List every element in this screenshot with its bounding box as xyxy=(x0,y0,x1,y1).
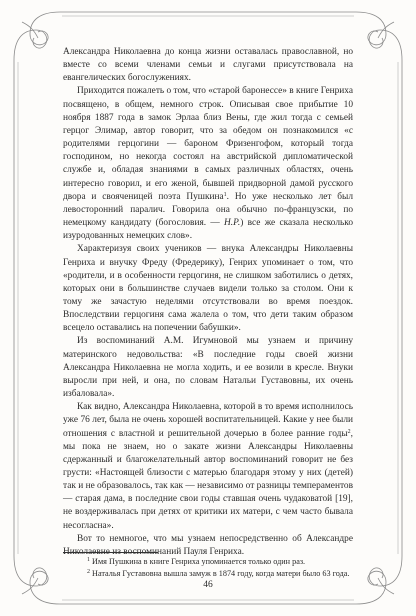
footnote: $^2$ Наталья Густавовна вышла замуж в 1874 году, когда матери было 63 года. xyxy=(87,568,350,578)
footnote-divider xyxy=(63,552,158,553)
footnotes xyxy=(63,556,358,579)
paragraph: Вот то немногое, что мы узнаем непосредственно об Александре Николаевне из воспоминаний Пауля Генриха. xyxy=(63,533,353,557)
paragraph: Как видно, Александра Николаевна, которой в то время исполнилось уже 76 лет, была не очень хорошей воспитательницей. Какие у нее были отношения с властной и решительной дочерью в более ранние годы$^2$, мы пока не знаем, но о закате жизни Александры Николаевны сдержанный и благожелательный автор воспоминаний говорит не без грусти: «Настоящей близости с матерью благодаря этому у них (детей) так и не образовалось, так как — независимо от разницы темпераментов — старая дама, в последние свои годы ставшая очень чудаковатой [19], не воздерживалась при детях от критики их матери, с чем часто бывала несогласна». xyxy=(63,402,353,531)
paragraph: Александра Николаевна до конца жизни оставалась православной, но вместе со всеми членами семьи и слугами присутствовала на евангелических богослужениях. xyxy=(63,47,353,84)
footnote-ref[interactable]: 2 xyxy=(347,428,351,435)
paragraph: Характеризуя своих учеников — внука Александры Николаевны Генриха и внучку Фреду (Фредерику), Генрих упоминает о том, что «родители, и в особенности герцогиня, не слишком заботились о детях, которых они в большинстве случаев видели только за столом. Они к тому же зачастую неделями отсутствовали во время поездок. Впоследствии герцогиня сама жалела о том, что дети таким образом всецело оставались на попечении бабушки». xyxy=(63,244,353,334)
paragraph: Приходится пожалеть о том, что «старой баронессе» в книге Генриха посвящено, в общем, немного строк. Описывая свое прибытие 10 ноября 1887 года в замок Эрлаа близ Вены, где жил тогда с семьей герцог Элимар, автор говорит, что за обедом он познакомился «с родителями герцогини — бароном Фризенгофом, который тогда господином, но некогда состоял на австрийской дипломатической службе и, обладая знаниями в самых различных областях, очень интересно говорил, и его женой, бывшей придворной дамой русского двора и свояченицей поэта Пушкина$^1$. Но уже несколько лет был левосторонний паралич. Говорила она обычно по-французски, по немецкому кандидату (богословия. — Н.Р.) все же сказала несколько изуродованных немецких слов». xyxy=(63,86,353,242)
page-number: 46 xyxy=(203,580,213,590)
paragraph: Из воспоминаний А.М. Игумновой мы узнаем и причину материнского недовольства: «В последние годы своей жизни Александра Николаевна не могла ходить, и ее возили в кресле. Внуки выросли при ней, и она, по словам Натальи Густавовны, их очень избаловала». xyxy=(63,336,353,400)
footnote-ref[interactable]: 1 xyxy=(223,191,227,198)
footnote: $^1$ Имя Пушкина в книге Генриха упоминается только один раз. xyxy=(87,557,306,566)
body-text xyxy=(63,46,353,559)
